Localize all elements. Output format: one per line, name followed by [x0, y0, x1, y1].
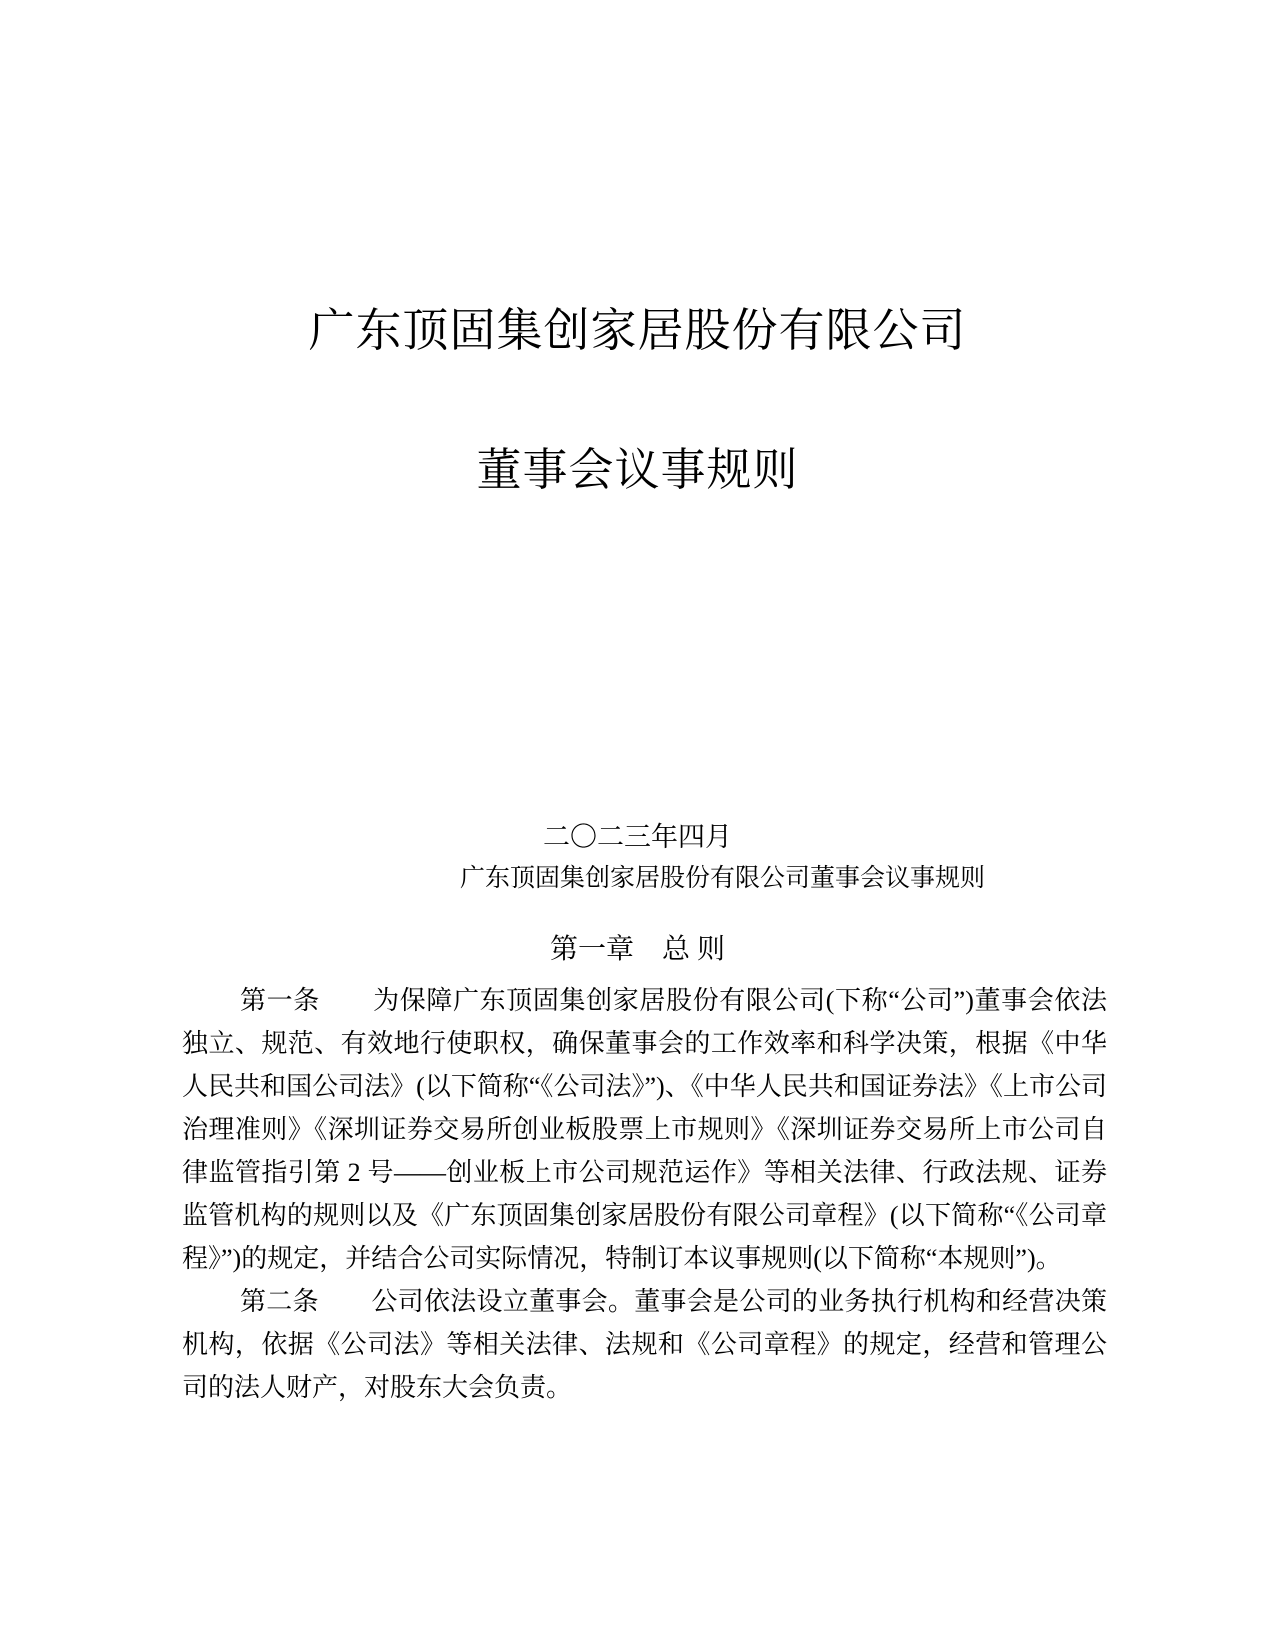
document-body: [0, 967, 1275, 1409]
page-header: 广东顶固集创家居股份有限公司董事会议事规则: [459, 865, 985, 892]
cover-subtitle: 董事会议事规则: [476, 445, 799, 495]
chapter-heading: 第一章 总 则: [549, 934, 725, 965]
article-1-paragraph: 第一条 为保障广东顶固集创家居股份有限公司(下称“公司”)董事会依法独立、规范、有效地行使职权，确保董事会的工作效率和科学决策，根据《中华人民共和国公司法》(以下简称“《公司法》”)、《中华人民共和国证券法》《上市公司治理准则》《深圳证券交易所创业板股票上市规则》《深圳证券交易所上市公司自律监管指引第 2 号——创业板上市公司规范运作》等相关法律、行政法规、证券监管机构的规则以及《广东顶固集创家居股份有限公司章程》(以下简称“《公司章程》”)的规定，并结合公司实际情况，特制订本议事规则(以下简称“本规则”)。: [182, 986, 1107, 1273]
article-2-paragraph: 第二条 公司依法设立董事会。董事会是公司的业务执行机构和经营决策机构，依据《公司法》等相关法律、法规和《公司章程》的规定，经营和管理公司的法人财产，对股东大会负责。: [182, 1287, 1107, 1402]
cover-title: 广东顶固集创家居股份有限公司: [308, 305, 967, 356]
cover-date: 二〇二三年四月: [543, 822, 732, 852]
